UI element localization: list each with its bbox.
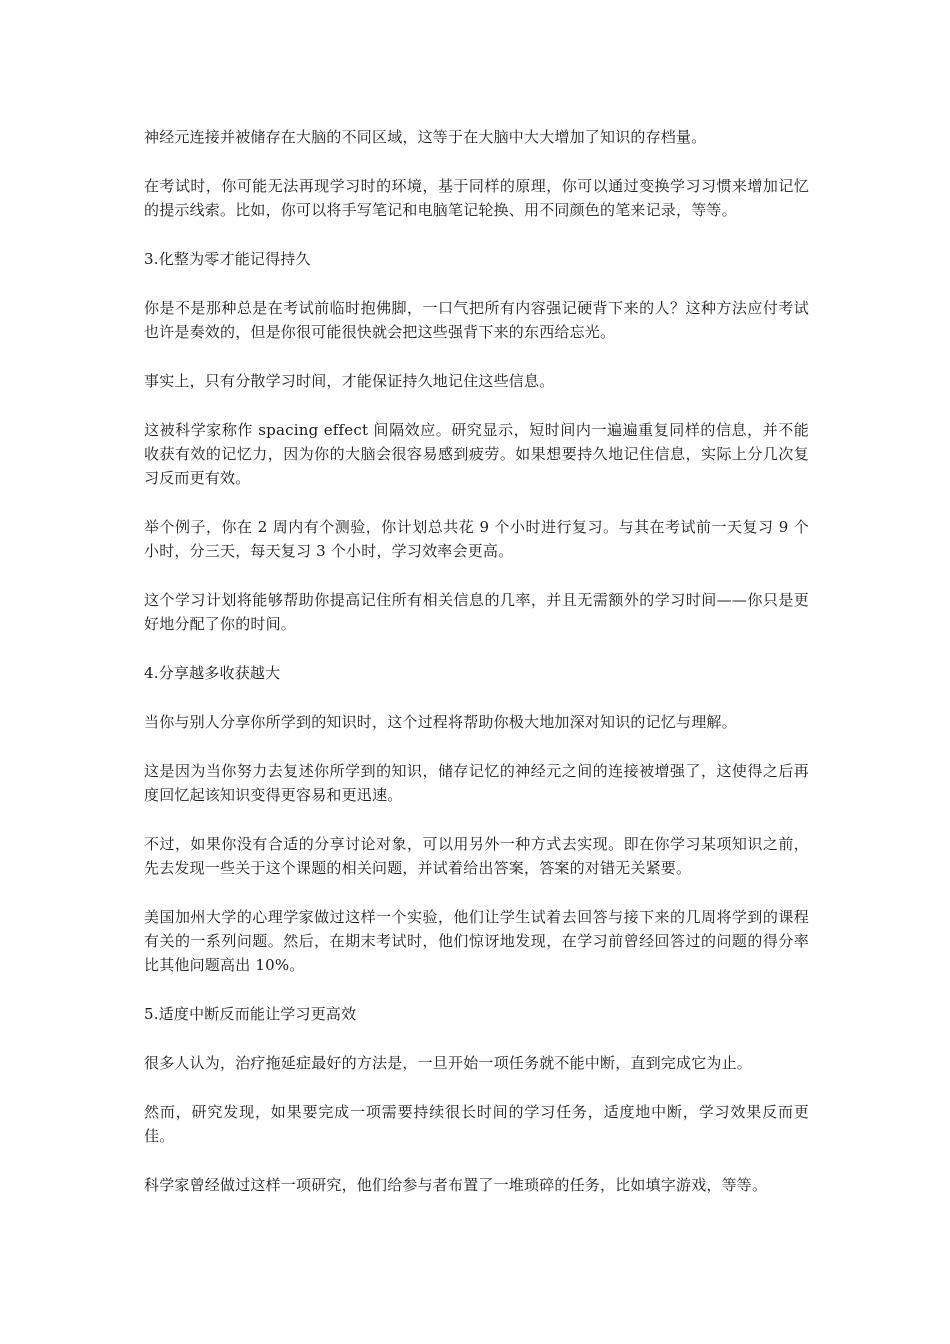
paragraph: 你是不是那种总是在考试前临时抱佛脚，一口气把所有内容强记硬背下来的人？这种方法应付考试也许是奏效的，但是你很可能很快就会把这些强背下来的东西给忘光。 (144, 299, 809, 341)
paragraph: 然而，研究发现，如果要完成一项需要持续很长时间的学习任务，适度地中断，学习效果反而更佳。 (144, 1103, 809, 1145)
paragraph: 这是因为当你努力去复述你所学到的知识，储存记忆的神经元之间的连接被增强了，这使得之后再度回忆起该知识变得更容易和更迅速。 (144, 762, 809, 804)
paragraph: 当你与别人分享你所学到的知识时，这个过程将帮助你极大地加深对知识的记忆与理解。 (144, 713, 737, 731)
paragraph: 事实上，只有分散学习时间，才能保证持久地记住这些信息。 (144, 372, 555, 390)
section-heading: 4.分享越多收获越大 (144, 664, 281, 682)
document-body (144, 125, 809, 1222)
section-heading: 3.化整为零才能记得持久 (144, 250, 311, 268)
paragraph: 这个学习计划将能够帮助你提高记住所有相关信息的几率，并且无需额外的学习时间——你只是更好地分配了你的时间。 (144, 591, 809, 633)
paragraph: 很多人认为，治疗拖延症最好的方法是，一旦开始一项任务就不能中断，直到完成它为止。 (144, 1054, 753, 1072)
section-heading: 5.适度中断反而能让学习更高效 (144, 1005, 357, 1023)
paragraph: 神经元连接并被储存在大脑的不同区域，这等于在大脑中大大增加了知识的存档量。 (144, 128, 707, 146)
paragraph: 这被科学家称作 spacing effect 间隔效应。研究显示，短时间内一遍遍重复同样的信息，并不能收获有效的记忆力，因为你的大脑会很容易感到疲劳。如果想要持久地记住信息，实际上分几次复习反而更有效。 (144, 421, 809, 487)
paragraph: 科学家曾经做过这样一项研究，他们给参与者布置了一堆琐碎的任务，比如填字游戏，等等。 (144, 1176, 768, 1194)
paragraph: 美国加州大学的心理学家做过这样一个实验，他们让学生试着去回答与接下来的几周将学到的课程有关的一系列问题。然后，在期末考试时，他们惊讶地发现，在学习前曾经回答过的问题的得分率比其他问题高出 10%。 (144, 908, 809, 974)
paragraph: 不过，如果你没有合适的分享讨论对象，可以用另外一种方式去实现。即在你学习某项知识之前，先去发现一些关于这个课题的相关问题，并试着给出答案，答案的对错无关紧要。 (144, 835, 809, 877)
paragraph: 在考试时，你可能无法再现学习时的环境，基于同样的原理，你可以通过变换学习习惯来增加记忆的提示线索。比如，你可以将手写笔记和电脑笔记轮换、用不同颜色的笔来记录，等等。 (144, 177, 809, 219)
paragraph: 举个例子，你在 2 周内有个测验，你计划总共花 9 个小时进行复习。与其在考试前一天复习 9 个小时，分三天，每天复习 3 个小时，学习效率会更高。 (144, 518, 809, 560)
